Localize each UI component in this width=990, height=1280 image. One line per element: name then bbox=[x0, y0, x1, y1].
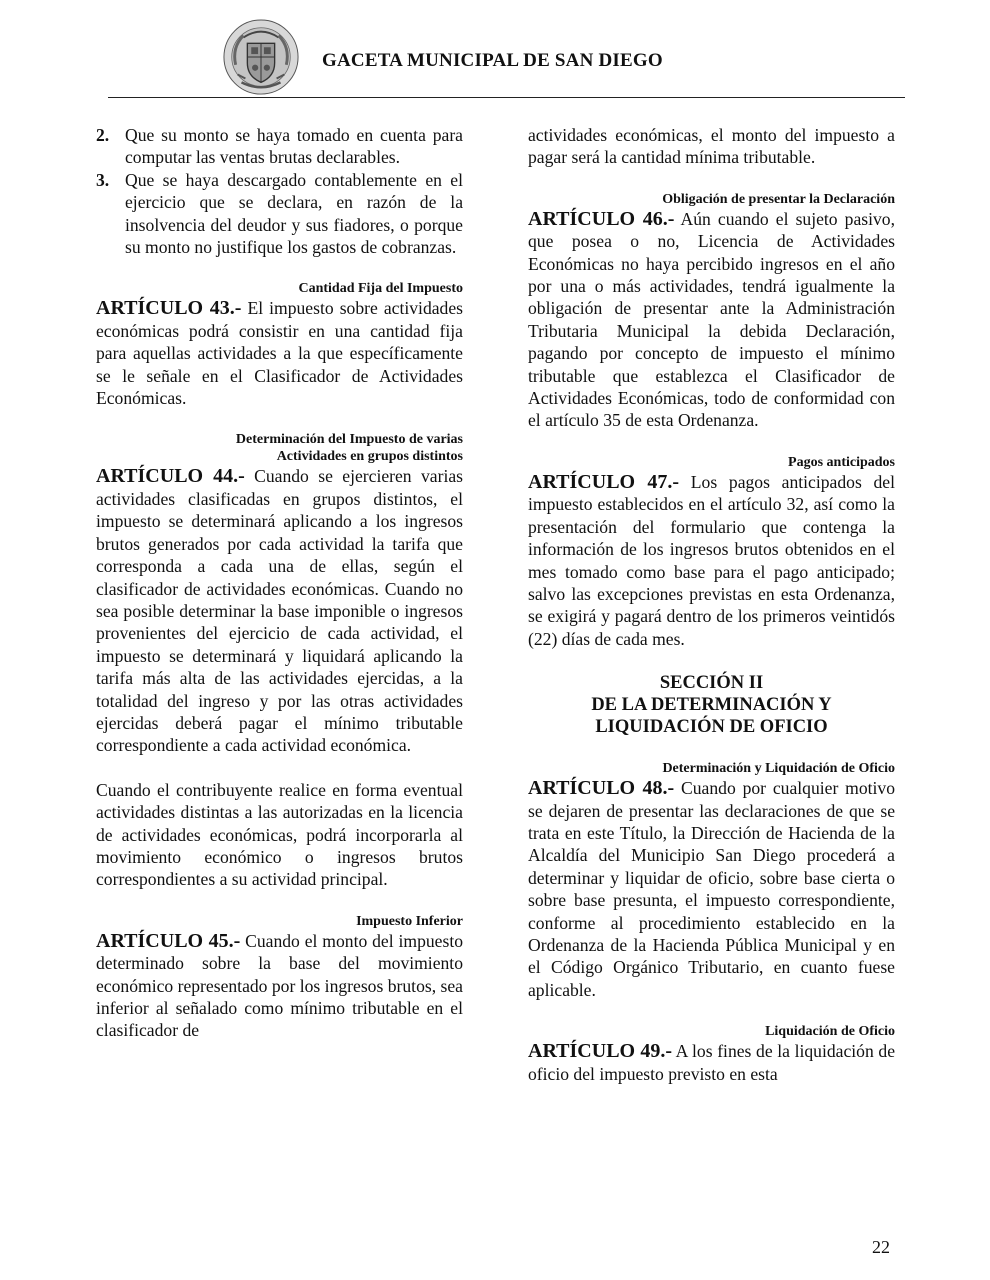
section-title-line3: LIQUIDACIÓN DE OFICIO bbox=[595, 717, 828, 738]
gazette-title: GACETA MUNICIPAL DE SAN DIEGO bbox=[322, 50, 663, 71]
article-49-text: A los fines de la liquidación de oficio del impuesto previsto en esta bbox=[528, 1041, 896, 1084]
article-47-text: Los pagos anticipados del impuesto establecidos en el artículo 32, así como la presentación del formulario que contenga la información de los ingresos brutos obtenidos en el mes tomado como base para el pago anticipado; salvo las excepciones previstas en esta Ordenanza, se exigirá y pagará dentro de los primeros veintidós (22) días de cada mes. bbox=[528, 471, 896, 649]
article-46-label: ARTÍCULO 46.- bbox=[528, 207, 675, 230]
right-column bbox=[528, 124, 895, 1085]
article-45-text: Cuando el monto del impuesto determinado sobre la base del movimiento económico representado por los ingresos brutos, sea inferior al señalado como mínimo tributable en el clasificador de bbox=[96, 930, 464, 1041]
item-number: 2. bbox=[96, 125, 110, 145]
item-text: Que se haya descargado contablemente en el ejercicio que se declara, en razón de la insolvencia del deudor y sus fiadores, o porque su monto no justifique los gastos de cobranzas. bbox=[125, 169, 463, 258]
article-48-label: ARTÍCULO 48.- bbox=[528, 777, 675, 800]
list-item bbox=[96, 124, 463, 169]
article-49-body bbox=[528, 1040, 895, 1085]
article-45-body bbox=[96, 930, 463, 1042]
continuation-text: actividades económicas, el monto del impuesto a pagar será la cantidad mínima tributable. bbox=[528, 125, 895, 168]
article-43-text: El impuesto sobre actividades económicas podrá consistir en una cantidad fija para aquellas actividades a la que específicamente se le señale en el Clasificador de Actividades Económicas. bbox=[96, 298, 464, 409]
section-title-line1: SECCIÓN II bbox=[659, 673, 764, 694]
article-44-body bbox=[96, 465, 463, 756]
article-43-body bbox=[96, 297, 463, 409]
article-47-label: ARTÍCULO 47.- bbox=[528, 470, 680, 493]
coat-of-arms-icon bbox=[222, 18, 300, 96]
article-47-body bbox=[528, 471, 895, 650]
article-44-heading-line2: Actividades en grupos distintos bbox=[276, 449, 463, 465]
article-48-body bbox=[528, 777, 895, 1001]
article-48-text: Cuando por cualquier motivo se dejaren de presentar las declaraciones de que se trata en este Título, la Dirección de Hacienda de la Alcaldía del Municipio San Diego procederá a determinar y liquidar de oficio, sobre base cierta o sobre base presunta, el impuesto correspondiente, conforme al procedimiento establecido en la Ordenanza de la Hacienda Pública Municipal y en el Código Orgánico Tributario, en cuanto fuese aplicable. bbox=[528, 778, 895, 1000]
article-49-heading: Liquidación de Oficio bbox=[765, 1024, 895, 1040]
header-rule bbox=[108, 97, 905, 98]
article-44-paragraph-2: Cuando el contribuyente realice en forma eventual actividades distintas a las autorizadas en la licencia de actividades económicas, podrá incorporarla al movimiento económico o ingresos brutos correspondientes a su actividad principal. bbox=[96, 779, 463, 890]
article-45-heading: Impuesto Inferior bbox=[356, 913, 463, 929]
article-43-label: ARTÍCULO 43.- bbox=[96, 297, 242, 320]
article-43-heading: Cantidad Fija del Impuesto bbox=[298, 281, 463, 297]
article-46-text: Aún cuando el sujeto pasivo, que posea o no, Licencia de Actividades Económicas no haya percibido ingresos en el año por una o más actividades, tendrá igualmente la obligación de presentar ante la Administración Tributaria Municipal la debida Declaración, pagando por concepto de impuesto el mínimo tributable que establezca el Clasificador de Actividades Económicas, todo de conformidad con el artículo 35 de esta Ordenanza. bbox=[528, 208, 896, 431]
article-45-label: ARTÍCULO 45.- bbox=[96, 929, 241, 952]
page-header bbox=[0, 0, 990, 100]
article-46-body bbox=[528, 208, 895, 432]
item-text: Que su monto se haya tomado en cuenta para computar las ventas brutas declarables. bbox=[125, 125, 463, 168]
left-column bbox=[96, 124, 463, 1042]
article-44-label: ARTÍCULO 44.- bbox=[96, 465, 245, 488]
item-number: 3. bbox=[96, 169, 110, 190]
article-47-heading: Pagos anticipados bbox=[788, 454, 895, 470]
article-44-heading-line1: Determinación del Impuesto de varias bbox=[235, 432, 463, 448]
article-48-heading: Determinación y Liquidación de Oficio bbox=[662, 761, 895, 777]
section-title-line2: DE LA DETERMINACIÓN Y bbox=[591, 695, 832, 716]
article-44-text: Cuando se ejercieren varias actividades clasificadas en grupos distintos, el impuesto se determinará aplicando a los ingresos brutos generados por cada actividad la tarifa que corresponda a cada una de ellas, según el clasificador de actividades económicas. Cuando no sea posible determinar la base imponible o ingresos provenientes del ejercicio de cada actividad, el impuesto se determinará y liquidará aplicando la tarifa más alta de las actividades ejercidas, a la totalidad del ingreso y por las otras actividades ejercidas deberá pagar el mínimo tributable correspondiente a cada actividad económica. bbox=[96, 466, 463, 756]
article-49-label: ARTÍCULO 49.- bbox=[528, 1040, 672, 1063]
page-number: 22 bbox=[872, 1237, 890, 1257]
article-46-heading: Obligación de presentar la Declaración bbox=[662, 191, 895, 207]
list-item bbox=[96, 169, 463, 259]
